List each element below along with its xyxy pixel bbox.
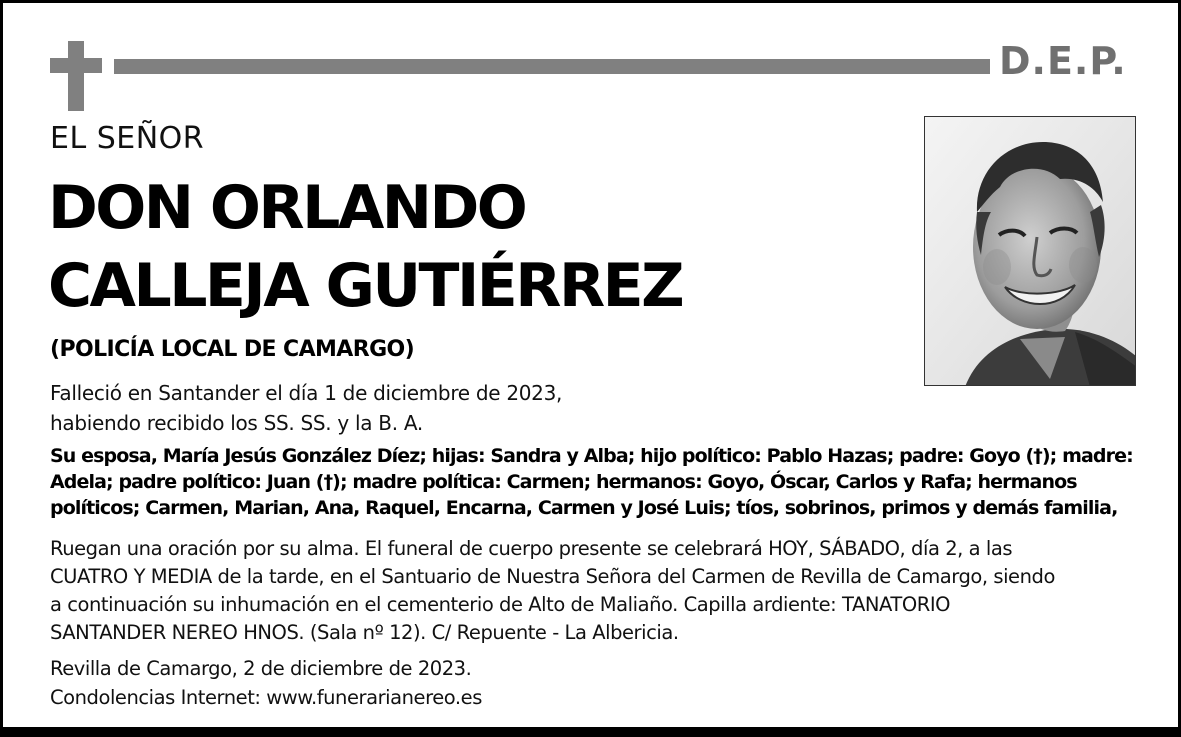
family-line: Adela; padre político: Juan (†); madre política: Carmen; hermanos: Goyo, Óscar, Carlos y Rafa; hermanos bbox=[50, 471, 1077, 493]
name-line-1: DON ORLANDO bbox=[48, 173, 526, 243]
name-line-2: CALLEJA GUTIÉRREZ bbox=[48, 251, 683, 321]
place-date: Revilla de Camargo, 2 de diciembre de 2023. bbox=[50, 657, 472, 680]
bottom-border bbox=[3, 727, 1181, 734]
funeral-line: CUATRO Y MEDIA de la tarde, en el Santuario de Nuestra Señora del Carmen de Revilla de Camargo, siendo bbox=[50, 565, 1055, 588]
portrait-image bbox=[925, 117, 1136, 386]
family-line: Su esposa, María Jesús González Díez; hijas: Sandra y Alba; hijo político: Pablo Hazas; padre: Goyo (†); madre: bbox=[50, 445, 1133, 467]
condolences-link: Condolencias Internet: www.funerarianereo.es bbox=[50, 686, 482, 709]
portrait-photo bbox=[924, 116, 1136, 386]
death-line-1: Falleció en Santander el día 1 de diciembre de 2023, bbox=[50, 381, 563, 405]
funeral-line: a continuación su inhumación en el cementerio de Alto de Maliaño. Capilla ardiente: TANATORIO bbox=[50, 593, 951, 616]
closing-info bbox=[50, 654, 482, 712]
header-rule bbox=[114, 59, 990, 74]
death-notice bbox=[50, 378, 562, 438]
family-line: políticos; Carmen, Marian, Ana, Raquel, Encarna, Carmen y José Luis; tíos, sobrinos, primos y demás familia, bbox=[50, 497, 1118, 519]
deceased-name bbox=[48, 169, 682, 325]
death-line-2: habiendo recibido los SS. SS. y la B. A. bbox=[50, 411, 423, 435]
funeral-line: Ruegan una oración por su alma. El funeral de cuerpo presente se celebrará HOY, SÁBADO, día 2, a las bbox=[50, 537, 1013, 560]
family-list bbox=[50, 443, 1135, 521]
honorific: EL SEÑOR bbox=[50, 121, 205, 156]
cross-icon bbox=[50, 41, 102, 111]
deceased-role: (POLICÍA LOCAL DE CAMARGO) bbox=[50, 337, 415, 362]
funeral-details bbox=[50, 535, 1140, 647]
dep-label: D.E.P. bbox=[999, 39, 1127, 83]
funeral-line: SANTANDER NEREO HNOS. (Sala nº 12). C/ Repuente - La Albericia. bbox=[50, 621, 679, 644]
